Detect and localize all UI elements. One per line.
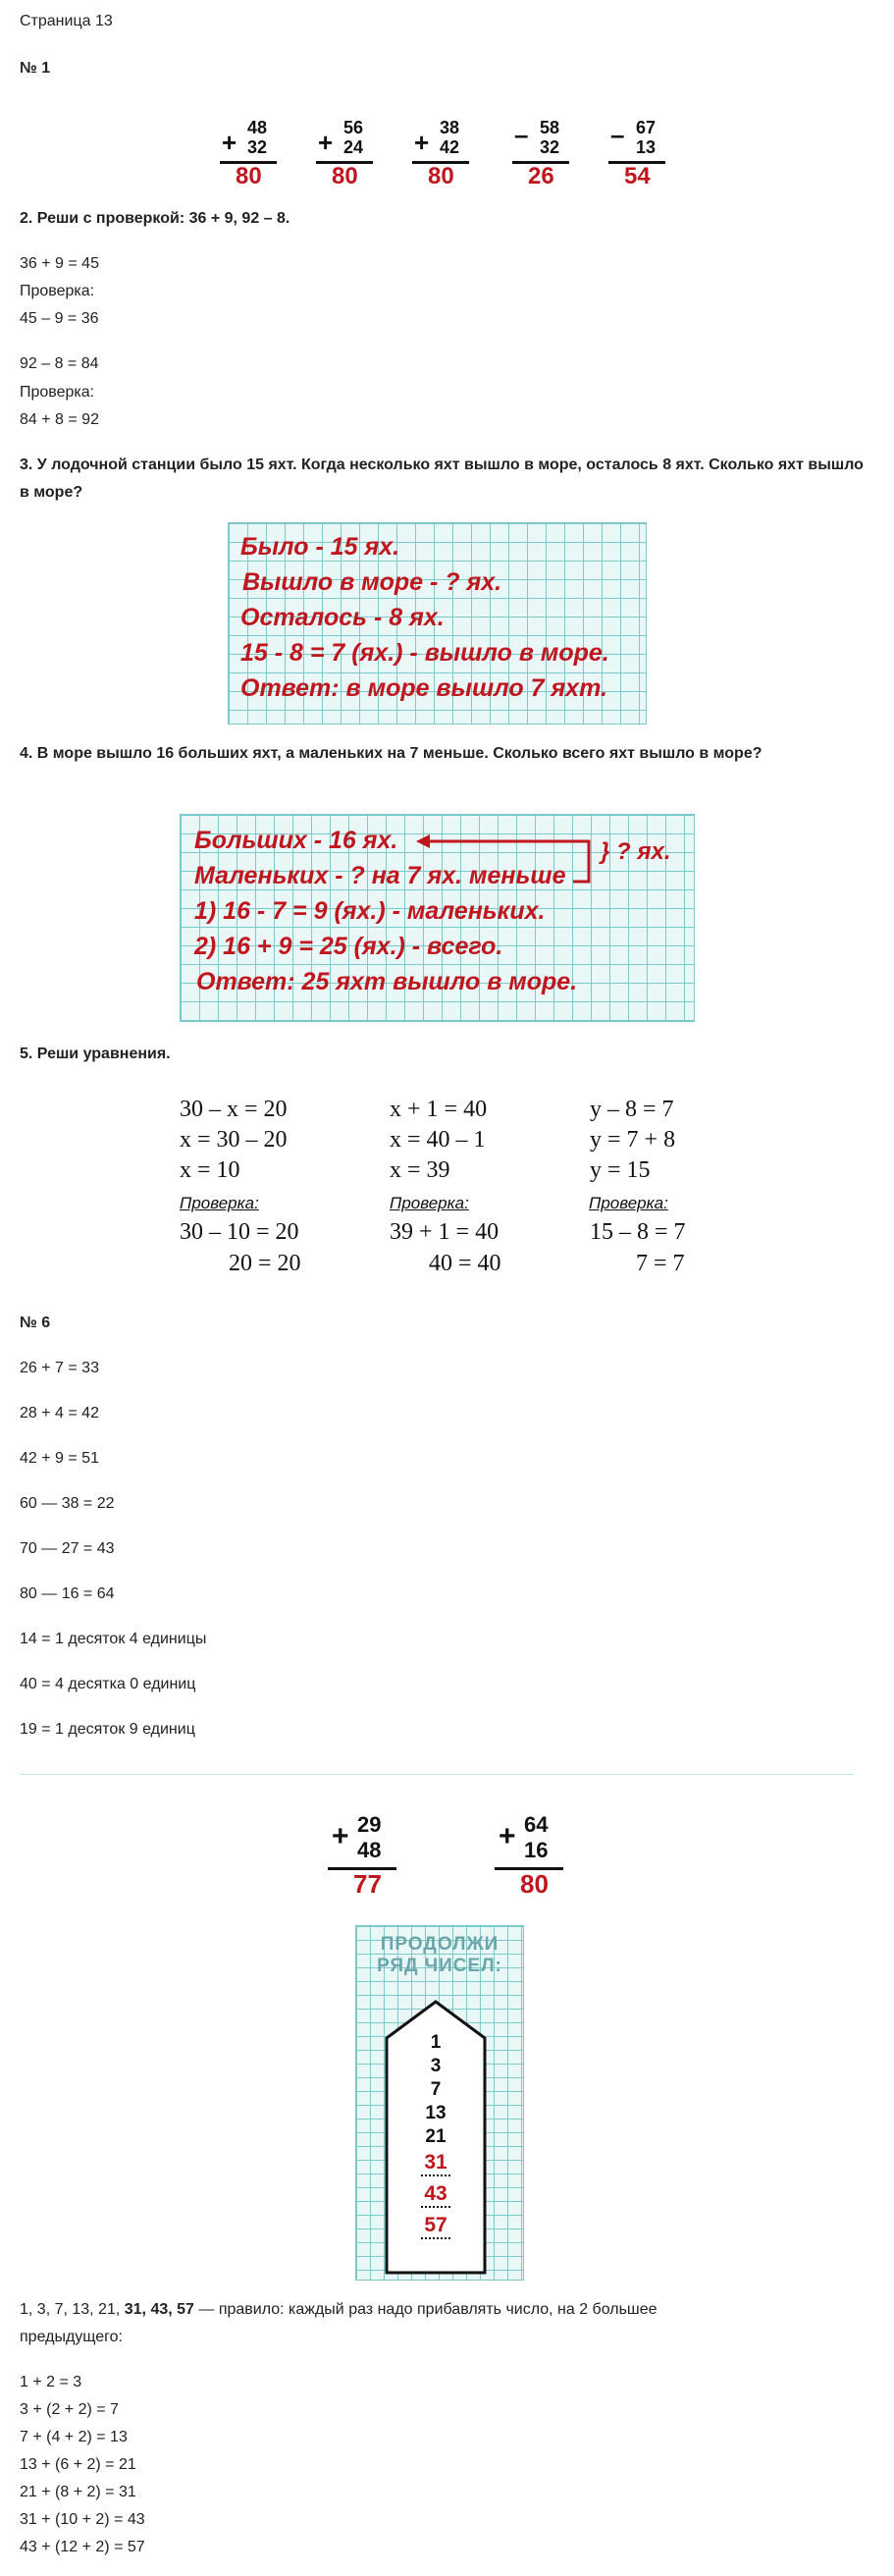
addend-bottom: 42: [440, 137, 460, 157]
addend-top: 56: [343, 118, 364, 137]
addend-top: 29: [357, 1812, 382, 1837]
sequence-title-line1: ПРОДОЛЖИ: [380, 1934, 500, 1955]
equation-line: x = 40 – 1: [390, 1127, 486, 1153]
column-diff-5: [605, 116, 693, 194]
rule-text-line1: [20, 2300, 657, 2320]
sequence-continued-number: 57: [421, 2214, 450, 2239]
notebook-line: Больших - 16 ях.: [194, 827, 398, 854]
sum-result: 77: [353, 1869, 382, 1899]
equation-line: x = 39: [390, 1157, 450, 1183]
addend-bottom: 16: [524, 1838, 549, 1862]
divider: [20, 1774, 854, 1775]
sequence-card: [355, 1925, 524, 2281]
task6-line: 80 — 16 = 64: [20, 1585, 115, 1602]
task6-line: 42 + 9 = 51: [20, 1450, 99, 1467]
task3-heading: 3. У лодочной станции было 15 яхт. Когда несколько яхт вышло в море, осталось 8 яхт. Сколько яхт вышло в море?: [20, 456, 864, 501]
task2-heading: 2. Реши с проверкой: 36 + 9, 92 – 8.: [20, 210, 290, 227]
sequence-continued-number: 43: [421, 2182, 450, 2208]
sequence-number: 3: [430, 2056, 442, 2076]
task6-line: 19 = 1 десяток 9 единиц: [20, 1721, 195, 1738]
task2-line: Проверка:: [20, 384, 95, 401]
task2-line: 84 + 8 = 92: [20, 411, 99, 428]
check-line: 30 – 10 = 20: [180, 1219, 299, 1245]
sequence-answer: 31, 43, 57: [124, 2301, 194, 2318]
addend-top: 64: [524, 1812, 549, 1837]
rule-line: 31 + (10 + 2) = 43: [20, 2511, 145, 2528]
equation-line: y = 7 + 8: [590, 1127, 676, 1153]
check-label: Проверка:: [390, 1194, 469, 1212]
equation-line: x + 1 = 40: [390, 1097, 488, 1122]
check-line: 40 = 40: [429, 1251, 501, 1276]
sequence-number: 21: [425, 2126, 447, 2147]
operator: +: [222, 128, 237, 157]
task2-line: 92 – 8 = 84: [20, 355, 99, 372]
task2-line: Проверка:: [20, 283, 95, 299]
column-diff-4: [508, 116, 597, 194]
sequence-given: 1, 3, 7, 13, 21,: [20, 2301, 125, 2318]
operator: –: [610, 120, 625, 149]
rule-text: — правило: каждый раз надо прибавлять число, на 2 большее: [193, 2301, 657, 2318]
equation-line: y = 15: [590, 1157, 651, 1183]
equation-line: x = 30 – 20: [180, 1127, 288, 1153]
task6-line: 60 — 38 = 22: [20, 1495, 115, 1512]
notebook-line: Маленьких - ? на 7 ях. меньше: [194, 862, 566, 889]
notebook-line: Ответ: 25 яхт вышло в море.: [196, 968, 578, 995]
sequence-continued-number: 31: [421, 2151, 450, 2176]
sum-result: 80: [428, 163, 454, 189]
notebook-line: 15 - 8 = 7 (ях.) - вышло в море.: [240, 639, 609, 667]
addend-top: 38: [440, 118, 460, 137]
sequence-number: 7: [430, 2079, 442, 2100]
column-sum-3: [408, 116, 497, 194]
task2-line: 45 – 9 = 36: [20, 310, 99, 327]
rule-line: 7 + (4 + 2) = 13: [20, 2429, 128, 2445]
task6-line: 26 + 7 = 33: [20, 1360, 99, 1376]
brace-label: } ? ях.: [601, 838, 671, 865]
check-line: 7 = 7: [636, 1251, 685, 1276]
task3-notebook: [228, 522, 647, 724]
minuend: 58: [540, 118, 560, 137]
rule-line: 43 + (12 + 2) = 57: [20, 2539, 145, 2555]
check-line: 39 + 1 = 40: [390, 1219, 500, 1245]
subtrahend: 13: [636, 137, 657, 157]
sum-result: 80: [332, 163, 358, 189]
equation-line: x = 10: [180, 1157, 240, 1183]
rule-line: 3 + (2 + 2) = 7: [20, 2401, 119, 2418]
addend-bottom: 32: [247, 137, 268, 157]
check-line: 15 – 8 = 7: [590, 1219, 686, 1245]
rule-line: 21 + (8 + 2) = 31: [20, 2484, 136, 2500]
equation-line: 30 – x = 20: [180, 1097, 288, 1122]
notebook-line: Осталось - 8 ях.: [240, 604, 445, 631]
task4-heading: 4. В море вышло 16 больших яхт, а маленьких на 7 меньше. Сколько всего яхт вышло в море?: [20, 745, 763, 762]
task6-heading: № 6: [20, 1315, 51, 1331]
column-sum-2: [312, 116, 400, 194]
check-label: Проверка:: [589, 1194, 668, 1212]
task4-notebook: [180, 814, 695, 1022]
subtrahend: 32: [540, 137, 560, 157]
operator: +: [414, 128, 430, 157]
task5-heading: 5. Реши уравнения.: [20, 1046, 171, 1062]
notebook-line: 1) 16 - 7 = 9 (ях.) - маленьких.: [194, 897, 546, 925]
sum-result: 80: [520, 1869, 549, 1899]
addend-bottom: 48: [357, 1838, 382, 1862]
column-sum-1: [216, 116, 304, 194]
diff-result: 26: [528, 163, 554, 189]
notebook-line: Ответ: в море вышло 7 яхт.: [240, 674, 607, 702]
rule-text-line2: предыдущего:: [20, 2329, 123, 2345]
sequence-number: 1: [430, 2032, 442, 2053]
notebook-line: 2) 16 + 9 = 25 (ях.) - всего.: [194, 933, 503, 960]
addend-bottom: 24: [343, 137, 364, 157]
equation-line: y – 8 = 7: [590, 1097, 674, 1122]
sum-result: 80: [236, 163, 262, 189]
bracket-arrow-icon: [416, 832, 603, 891]
task1-heading: № 1: [20, 60, 51, 77]
sequence-title-line2: РЯД ЧИСЕЛ:: [377, 1956, 502, 1976]
check-line: 20 = 20: [229, 1251, 301, 1276]
check-label: Проверка:: [180, 1194, 259, 1212]
column-sum-extra-1: [326, 1810, 434, 1904]
notebook-line: Было - 15 ях.: [240, 533, 400, 561]
minuend: 67: [636, 118, 657, 137]
column-sum-extra-2: [493, 1810, 601, 1904]
rule-line: 13 + (6 + 2) = 21: [20, 2456, 136, 2473]
rule-line: 1 + 2 = 3: [20, 2374, 82, 2390]
operator: –: [514, 120, 529, 149]
task6-line: 40 = 4 десятка 0 единиц: [20, 1676, 196, 1692]
sequence-number: 13: [425, 2103, 447, 2123]
task6-line: 28 + 4 = 42: [20, 1405, 99, 1422]
operator: +: [499, 1820, 516, 1852]
operator: +: [318, 128, 334, 157]
task2-line: 36 + 9 = 45: [20, 255, 99, 272]
page-title: Страница 13: [20, 13, 113, 29]
addend-top: 48: [247, 118, 268, 137]
notebook-line: Вышло в море - ? ях.: [242, 568, 502, 596]
operator: +: [332, 1820, 349, 1852]
diff-result: 54: [624, 163, 651, 189]
task6-line: 14 = 1 десяток 4 единицы: [20, 1631, 207, 1647]
task6-line: 70 — 27 = 43: [20, 1540, 115, 1557]
